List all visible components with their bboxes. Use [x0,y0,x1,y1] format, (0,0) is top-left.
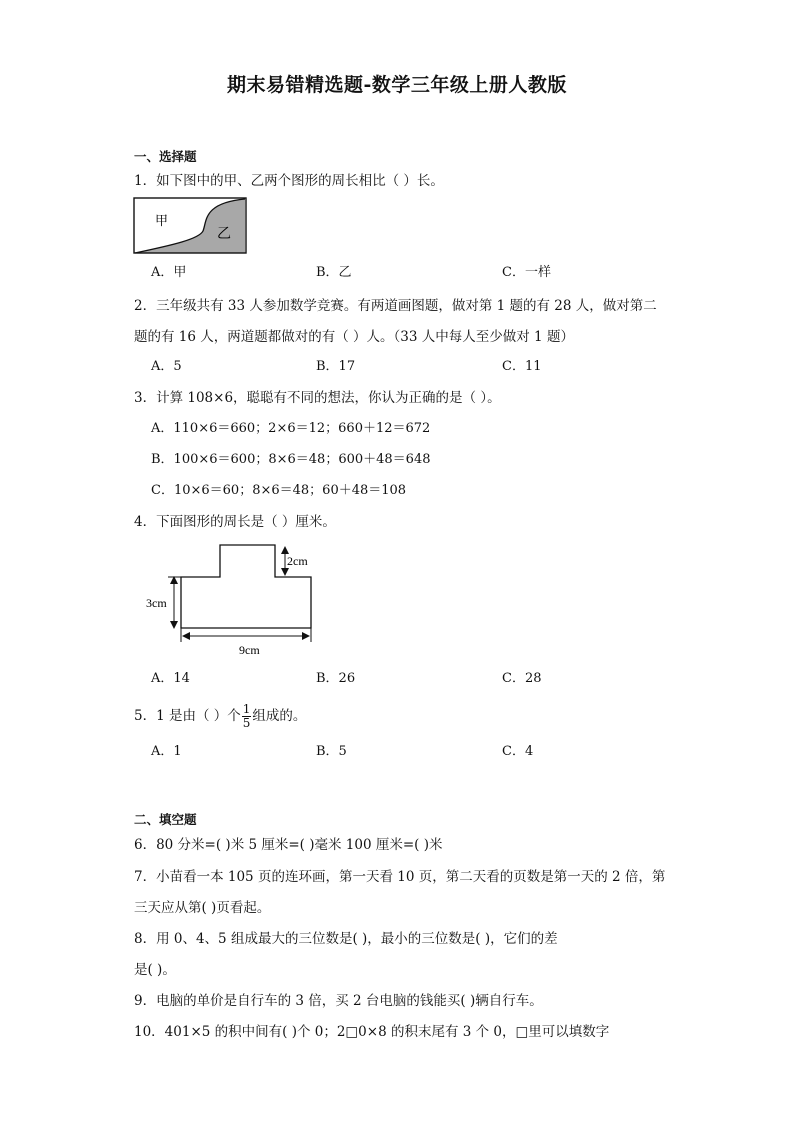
question-7-line-1: 7．小苗看一本 105 页的连环画，第一天看 10 页，第二天看的页数是第一天的 2 倍，第 [134,869,666,885]
q1-label-jia: 甲 [155,214,169,229]
q2-option-b[interactable]: B．17 [316,359,356,374]
q4-label-2cm: 2cm [287,554,308,568]
q5-option-b[interactable]: B．5 [316,744,347,759]
q2-option-a[interactable]: A．5 [151,359,182,374]
question-3: 3．计算 108×6，聪聪有不同的想法，你认为正确的是（ ）。 [134,390,501,406]
question-7-line-2: 三天应从第( )页看起。 [134,900,271,916]
q5-suffix: 组成的。 [252,708,307,724]
q3-option-a[interactable]: A．110×6＝660；2×6＝12；660＋12＝672 [151,421,431,436]
question-9: 9．电脑的单价是自行车的 3 倍，买 2 台电脑的钱能买( )辆自行车。 [134,993,543,1009]
question-6: 6．80 分米=( )米 5 厘米=( )毫米 100 厘米=( )米 [134,837,443,853]
q4-label-9cm: 9cm [239,643,260,657]
question-5 [134,703,306,730]
q5-fraction-denominator: 5 [242,716,251,730]
q1-figure [133,197,249,255]
question-4: 4．下面图形的周长是（ ）厘米。 [134,514,336,530]
q1-label-yi: 乙 [217,226,231,242]
question-8-line-2: 是( )。 [134,962,176,978]
q1-option-b[interactable]: B．乙 [316,265,352,280]
question-1: 1．如下图中的甲、乙两个图形的周长相比（ ）长。 [134,173,444,189]
q5-fraction-numerator: 1 [242,702,251,716]
question-2-line-1: 2．三年级共有 33 人参加数学竞赛。有两道画图题，做对第 1 题的有 28 人，做对第二 [134,298,657,314]
question-10: 10．401×5 的积中间有( )个 0；2□0×8 的积末尾有 3 个 0，□里可以填数字 [134,1024,610,1040]
q1-option-c[interactable]: C．一样 [502,265,551,280]
q4-label-3cm: 3cm [146,596,167,610]
section-heading-choice: 一、选择题 [134,149,197,164]
q4-option-b[interactable]: B．26 [316,671,356,686]
q1-option-a[interactable]: A．甲 [151,265,187,280]
q3-option-c[interactable]: C．10×6＝60；8×6＝48；60＋48＝108 [151,483,407,498]
question-8-line-1: 8．用 0、4、5 组成最大的三位数是( )，最小的三位数是( )，它们的差 [134,931,558,947]
q4-figure [140,538,340,660]
page-title: 期末易错精选题-数学三年级上册人教版 [227,74,567,96]
q5-option-c[interactable]: C．4 [502,744,534,759]
q5-option-a[interactable]: A．1 [151,744,182,759]
section-heading-fill: 二、填空题 [134,812,197,827]
q5-prefix: 5．1 是由（ ）个 [134,708,241,724]
q4-option-c[interactable]: C．28 [502,671,542,686]
q2-option-c[interactable]: C．11 [502,359,542,374]
q4-option-a[interactable]: A．14 [151,671,190,686]
q3-option-b[interactable]: B．100×6＝600；8×6＝48；600＋48＝648 [151,452,431,467]
question-2-line-2: 题的有 16 人，两道题都做对的有（ ）人。（33 人中每人至少做对 1 题） [134,329,574,345]
q5-fraction [242,703,252,730]
